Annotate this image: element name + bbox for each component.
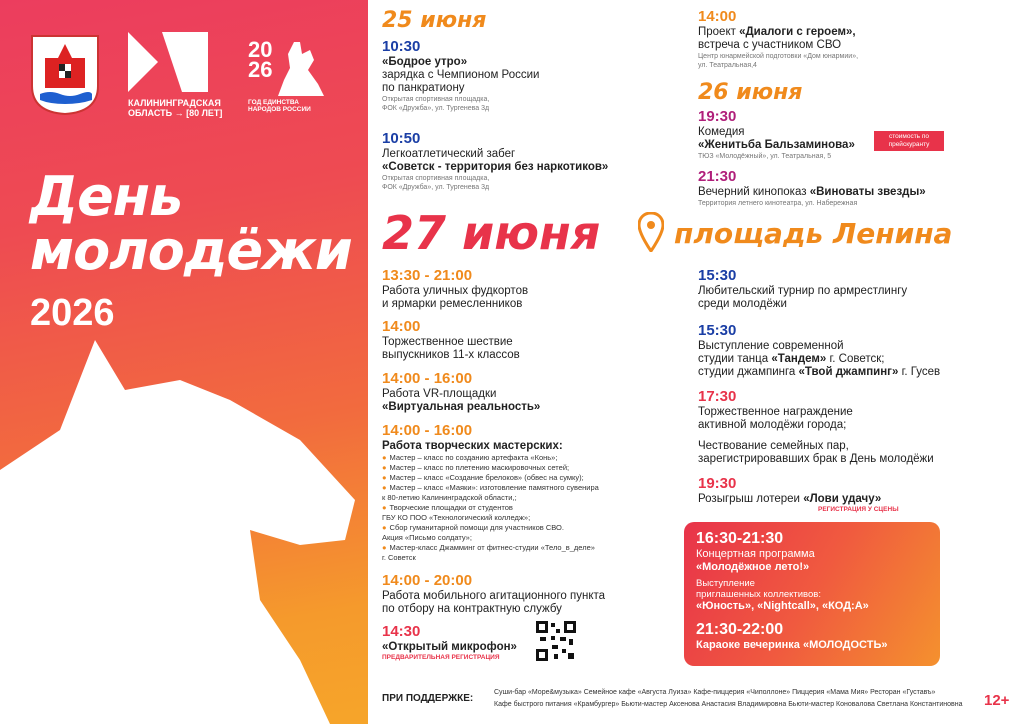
event-time: 21:30: [698, 168, 737, 185]
event-27-r1: [698, 267, 1008, 311]
date-june-27: 27 июня: [382, 206, 601, 260]
list-item: ГБУ КО ПОО «Технологический колледж»;: [382, 513, 531, 522]
event-27-l2: [382, 318, 682, 362]
concert-desc: Концертная программа: [696, 548, 815, 560]
registration-note: РЕГИСТРАЦИЯ У СЦЕНЫ: [818, 506, 899, 513]
event-27-l1: [382, 267, 682, 311]
event-desc: Торжественное шествие: [382, 336, 513, 348]
page-title: [30, 165, 352, 282]
event-desc: Торжественное награждение: [698, 406, 853, 418]
event-time: 13:30 - 21:00: [382, 267, 473, 284]
event-place: Центр юнармейской подготовки «Дом юнармии»,: [698, 53, 859, 60]
event-desc: и ярмарки ремесленников: [382, 298, 523, 310]
monument-icon: [274, 40, 326, 96]
event-25-3: [698, 8, 998, 70]
event-time: 10:30: [382, 38, 421, 55]
event-desc: выпускников 11-х классов: [382, 349, 520, 361]
event-desc: Выступление современной: [698, 340, 844, 352]
event-desc: Работа уличных фудкортов: [382, 285, 529, 297]
sponsors-row-2: Кафе быстрого питания «Крамбургер» Бьюти-мастер Аксенова Анастасия Владимировна Бьюти-мастер Коновалова Светлана Константиновна: [494, 701, 963, 708]
event-desc: среди молодёжи: [698, 298, 787, 310]
event-time: 15:30: [698, 267, 737, 284]
event-desc: Работа VR-площадки: [382, 388, 497, 400]
event-25-2: [382, 130, 682, 192]
list-item: ● Мастер – класс «Создание брелоков» (обвес на сумку);: [382, 473, 584, 482]
event-place: Открытая спортивная площадка,: [382, 96, 490, 103]
list-item: ● Сбор гуманитарной помощи для участников СВО.: [382, 523, 564, 532]
region-logo-icon: [128, 32, 208, 92]
event-27-r2: 15:30 Выступление современной студии танца «Тандем» г. Советск; студии джампинга «Твой джампинг» г. Гусев: [698, 322, 1008, 379]
event-26-2: [698, 168, 1008, 208]
age-rating: 12+: [984, 692, 1010, 709]
title-line-2: молодёжи: [30, 219, 352, 282]
price-badge: стоимость по прейскуранту: [874, 131, 944, 151]
date-june-26: 26 июня: [698, 80, 803, 105]
event-time: 19:30: [698, 108, 737, 125]
concert-name: «Молодёжное лето!»: [696, 561, 810, 573]
region-logo: [128, 32, 224, 116]
event-time: 19:30: [698, 475, 737, 492]
event-time: 14:00 - 16:00: [382, 370, 473, 387]
event-name: Работа творческих мастерских:: [382, 440, 563, 452]
date-june-25: 25 июня: [382, 8, 487, 33]
event-place: ФОК «Дружба», ул. Тургенева 3д: [382, 184, 490, 191]
event-27-r3: [698, 388, 1008, 466]
title-line-1: День: [30, 165, 183, 228]
event-time: 14:00: [698, 8, 737, 25]
concert-desc: Выступление: [696, 578, 755, 589]
location-pin-icon: [638, 212, 664, 252]
event-27-r4: [698, 475, 1008, 514]
event-name: «Виртуальная реальность»: [382, 401, 541, 413]
title-year: 2026: [30, 292, 115, 334]
coat-of-arms-icon: [30, 34, 100, 116]
event-name: «Тандем»: [771, 353, 827, 365]
event-time: 14:00 - 16:00: [382, 422, 473, 439]
event-desc: активной молодёжи города;: [698, 419, 847, 431]
event-name: «Диалоги с героем»,: [739, 26, 856, 38]
left-panel: [0, 0, 368, 724]
event-name: «Виноваты звезды»: [809, 186, 926, 198]
event-time: 14:30: [382, 623, 421, 640]
concert-groups: «Юность», «Nightcall», «КОД:А»: [696, 600, 869, 612]
concert-time: 16:30-21:30: [696, 530, 784, 547]
concert-box: [684, 522, 940, 666]
list-item: г. Советск: [382, 553, 416, 562]
footer-label: ПРИ ПОДДЕРЖКЕ:: [382, 693, 474, 704]
event-place: ул. Театральная,4: [698, 62, 757, 69]
place-title: площадь Ленина: [674, 217, 953, 250]
list-item: Акция «Письмо солдату»;: [382, 533, 472, 542]
list-item: к 80-летию Калининградской области,;: [382, 493, 517, 502]
event-name: «Советск - территория без наркотиков»: [382, 161, 609, 173]
event-27-l6: [382, 623, 542, 662]
event-27-l4: [382, 422, 682, 563]
event-name: «Бодрое утро»: [382, 56, 468, 68]
event-27-l5: [382, 572, 682, 616]
list-item: ● Творческие площадки от студентов: [382, 503, 513, 512]
event-place: Территория летнего кинотеатра, ул. Набережная: [698, 200, 858, 207]
event-desc: зарядка с Чемпионом России: [382, 69, 540, 81]
event-27-l3: [382, 370, 682, 414]
event-time: 17:30: [698, 388, 737, 405]
year-logo-number: 2026: [248, 37, 273, 82]
list-item: ● Мастер – класс «Маяки»: изготовление памятного сувенира: [382, 483, 599, 492]
list-item: ● Мастер – класс по плетению маскировочных сетей;: [382, 463, 570, 472]
event-desc: Чествование семейных пар,: [698, 440, 849, 452]
list-item: ● Мастер – класс по созданию артефакта «Конь»;: [382, 453, 558, 462]
event-time: 14:00 - 20:00: [382, 572, 473, 589]
event-place: ФОК «Дружба», ул. Тургенева 3д: [382, 105, 490, 112]
event-time: 15:30: [698, 322, 737, 339]
registration-note: ПРЕДВАРИТЕЛЬНАЯ РЕГИСТРАЦИЯ: [382, 654, 500, 661]
event-name: «Лови удачу»: [803, 493, 882, 505]
event-time: 10:50: [382, 130, 421, 147]
year-logo: [248, 37, 328, 116]
event-place: ТЮЗ «Молодёжный», ул. Театральная, 5: [698, 153, 832, 160]
karaoke-time: 21:30-22:00: [696, 621, 784, 638]
event-26-1: [698, 108, 998, 161]
event-desc: Любительский турнир по армрестлингу: [698, 285, 908, 297]
event-desc: Комедия: [698, 126, 745, 138]
event-desc: встреча с участником СВО: [698, 39, 842, 51]
karaoke-desc: Караоке вечеринка «МОЛОДОСТЬ»: [696, 639, 888, 651]
concert-desc: приглашенных коллективов:: [696, 589, 821, 600]
event-25-1: [382, 38, 682, 113]
event-desc: Розыгрыш лотереи: [698, 493, 800, 505]
event-desc: Легкоатлетический забег: [382, 148, 516, 160]
region-logo-text: КАЛИНИНГРАДСКАЯ ОБЛАСТЬ → [80 ЛЕТ]: [128, 98, 223, 118]
event-desc: зарегистрировавших брак в День молодёжи: [698, 453, 934, 465]
event-desc: по панкратиону: [382, 82, 465, 94]
sponsors-row-1: Суши-бар «Море&музыка» Семейное кафе «Августа Луиза» Кафе-пиццерия «Чиполлоне» Пиццерия «Мама Мия» Ресторан «Густавъ»: [494, 689, 936, 696]
qr-code-icon[interactable]: [536, 621, 576, 661]
event-name: «Женитьба Бальзаминова»: [698, 139, 855, 151]
event-desc: Вечерний кинопоказ: [698, 186, 807, 198]
workshop-list: [382, 453, 682, 563]
event-time: 14:00: [382, 318, 421, 335]
event-desc: Проект: [698, 26, 736, 38]
list-item: ● Мастер-класс Джамминг от фитнес-студии «Тело_в_деле»: [382, 543, 595, 552]
year-logo-caption: ГОД ЕДИНСТВА НАРОДОВ РОССИИ: [248, 99, 311, 113]
event-desc: по отбору на контрактную службу: [382, 603, 562, 615]
event-name: «Открытый микрофон»: [382, 641, 517, 653]
event-place: Открытая спортивная площадка,: [382, 175, 490, 182]
event-desc: Работа мобильного агитационного пункта: [382, 590, 606, 602]
event-name: «Твой джампинг»: [798, 366, 899, 378]
